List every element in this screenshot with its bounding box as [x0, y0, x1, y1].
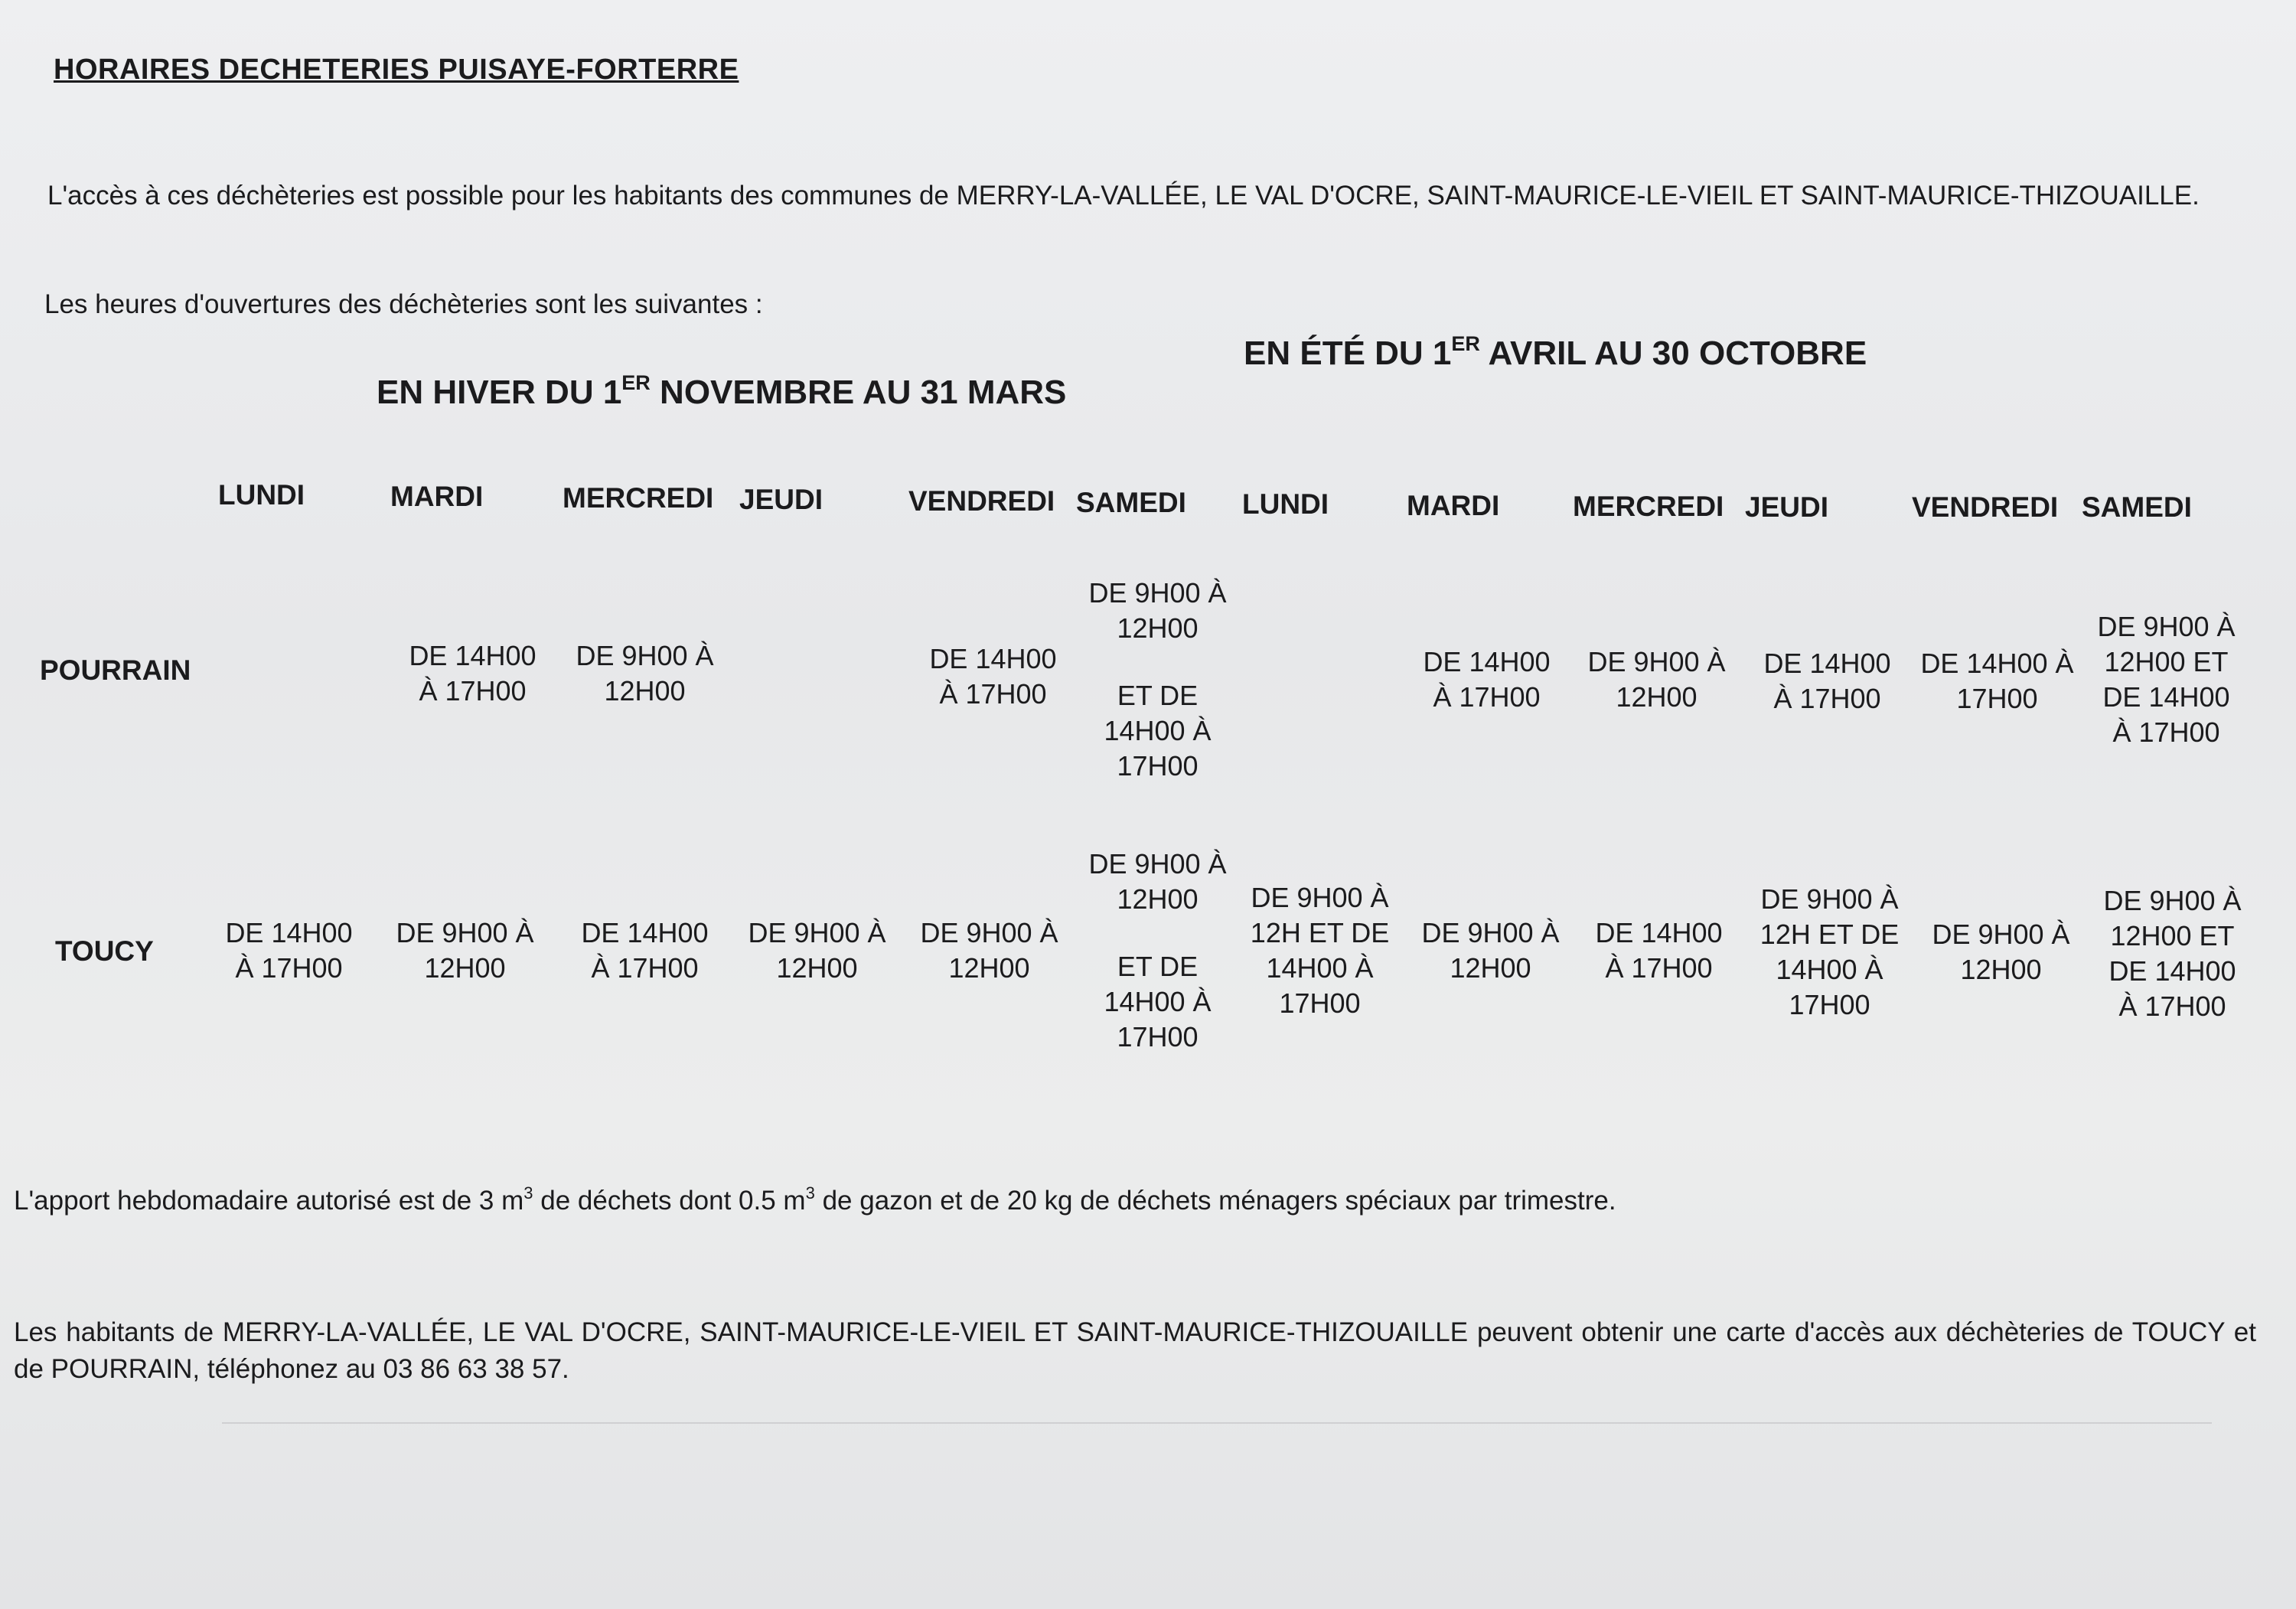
cell-line: 17H00	[1279, 987, 1361, 1019]
hours-intro: Les heures d'ouvertures des déchèteries sont les suivantes :	[44, 289, 763, 319]
cell-line: DE 9H00 À	[1251, 882, 1389, 913]
pourrain-summer-mercredi	[1570, 645, 1743, 715]
cell-line: 12H00	[776, 952, 858, 984]
allowance-paragraph	[14, 1183, 2233, 1219]
cell-line: DE 9H00 À	[2097, 611, 2236, 642]
cell-line: DE 14H00	[581, 917, 709, 948]
divider-line	[222, 1422, 2212, 1424]
cell-line: DE 9H00 À	[1932, 919, 2070, 950]
winter-day-mardi: MARDI	[390, 481, 484, 512]
cell-line: 14H00 À	[1104, 715, 1212, 746]
cell-line: À 17H00	[1773, 683, 1881, 714]
season-winter-text-end: NOVEMBRE AU 31 MARS	[650, 374, 1067, 411]
location-toucy: TOUCY	[55, 935, 154, 967]
cell-line: 14H00 À	[1104, 986, 1212, 1017]
allowance-text-3: de gazon et de 20 kg de déchets ménagers spéciaux par trimestre.	[814, 1186, 1616, 1216]
allowance-text-2: de déchets dont 0.5 m	[533, 1186, 806, 1216]
pourrain-winter-samedi	[1071, 576, 1244, 784]
location-pourrain: POURRAIN	[40, 654, 191, 686]
cell-line: ET DE	[1117, 951, 1199, 982]
toucy-summer-mercredi	[1573, 915, 1745, 986]
cell-line: DE 9H00 À	[1587, 646, 1726, 677]
toucy-winter-vendredi	[903, 915, 1075, 986]
winter-day-samedi: SAMEDI	[1076, 487, 1186, 518]
cell-line: DE 9H00 À	[2103, 885, 2242, 916]
cell-line: 17H00	[1117, 750, 1199, 782]
cell-line: 12H00	[1616, 681, 1698, 713]
cell-line: 12H00	[948, 952, 1030, 984]
cell-line: DE 14H00	[929, 643, 1057, 674]
cell-line: DE 14H00	[1595, 917, 1723, 948]
summer-day-lundi: LUNDI	[1242, 488, 1329, 520]
cell-line: 14H00 À	[1266, 952, 1374, 984]
cell-line: DE 14H00	[225, 917, 353, 948]
pourrain-winter-mercredi	[559, 638, 731, 709]
cell-line: 14H00 À	[1776, 954, 1883, 985]
cell-line: DE 9H00 À	[1421, 917, 1560, 948]
cell-line: À 17H00	[2118, 991, 2226, 1022]
season-winter-sup: ER	[621, 371, 651, 394]
season-summer-heading	[1244, 332, 1867, 373]
cell-line: À 17H00	[1605, 952, 1713, 984]
cell-line: DE 9H00 À	[1088, 848, 1227, 880]
winter-day-mercredi: MERCREDI	[563, 482, 714, 514]
season-summer-text: EN ÉTÉ DU 1	[1244, 335, 1452, 372]
intro-paragraph: L'accès à ces déchèteries est possible pour les habitants des communes de MERRY-LA-VALLÉE, LE VAL D'OCRE, SAINT-MAURICE-LE-VIEIL ET SAINT-MAURICE-THIZOUAILLE.	[47, 181, 2200, 211]
cell-spacer	[1071, 917, 1244, 949]
cell-line: À 17H00	[2112, 716, 2220, 748]
cell-line: DE 9H00 À	[576, 640, 714, 671]
cell-line: DE 14H00	[2102, 681, 2230, 713]
pourrain-summer-vendredi	[1911, 646, 2083, 716]
cell-line: 17H00	[1956, 683, 2038, 714]
toucy-summer-lundi	[1234, 880, 1406, 1021]
allowance-sup-1: 3	[523, 1183, 533, 1203]
cell-line: DE 9H00 À	[1760, 883, 1899, 915]
pourrain-summer-jeudi	[1741, 646, 1913, 716]
cell-line: 12H00 ET	[2110, 920, 2235, 951]
cell-line: À 17H00	[939, 678, 1047, 710]
cell-line: 12H ET DE	[1250, 917, 1390, 948]
cell-line: 12H ET DE	[1760, 919, 1900, 950]
cell-line: DE 14H00	[1423, 646, 1551, 677]
access-card-paragraph: Les habitants de MERRY-LA-VALLÉE, LE VAL D'OCRE, SAINT-MAURICE-LE-VIEIL ET SAINT-MAURICE-THIZOUAILLE peuvent obtenir une carte d'accès aux déchèteries de TOUCY et de POURRAIN, téléphonez au 03 86 63 38 57.	[14, 1317, 2256, 1384]
cell-line: 12H00	[604, 675, 686, 707]
cell-line: 12H00	[1450, 952, 1531, 984]
cell-line: 17H00	[1117, 1021, 1199, 1053]
winter-day-lundi: LUNDI	[218, 479, 305, 511]
toucy-summer-samedi	[2086, 883, 2258, 1024]
allowance-sup-2: 3	[805, 1183, 815, 1203]
season-summer-text-end: AVRIL AU 30 OCTOBRE	[1479, 335, 1867, 372]
pourrain-winter-mardi	[386, 638, 559, 709]
cell-line: 12H00	[1960, 954, 2042, 985]
cell-line: DE 14H00	[1763, 648, 1891, 679]
cell-line: DE 14H00	[409, 640, 536, 671]
pourrain-winter-vendredi	[907, 641, 1079, 712]
summer-day-samedi: SAMEDI	[2082, 491, 2192, 523]
pourrain-summer-samedi	[2080, 609, 2252, 750]
summer-day-mercredi: MERCREDI	[1573, 491, 1724, 522]
summer-day-mardi: MARDI	[1407, 490, 1500, 521]
toucy-winter-mercredi	[559, 915, 731, 986]
cell-line: 12H00	[1117, 883, 1199, 915]
cell-line: DE 9H00 À	[396, 917, 534, 948]
toucy-summer-jeudi	[1743, 882, 1916, 1023]
toucy-winter-jeudi	[731, 915, 903, 986]
cell-line: DE 9H00 À	[1088, 577, 1227, 609]
winter-day-jeudi: JEUDI	[739, 484, 823, 515]
cell-line: DE 9H00 À	[748, 917, 886, 948]
cell-line: 12H00	[424, 952, 506, 984]
cell-line: À 17H00	[1433, 681, 1541, 713]
summer-day-jeudi: JEUDI	[1745, 491, 1828, 523]
season-summer-sup: ER	[1451, 332, 1480, 355]
season-winter-text: EN HIVER DU 1	[377, 374, 622, 411]
pourrain-summer-mardi	[1401, 645, 1573, 715]
allowance-text-1: L'apport hebdomadaire autorisé est de 3 m	[14, 1186, 524, 1216]
toucy-winter-samedi	[1071, 847, 1244, 1055]
cell-line: DE 9H00 À	[920, 917, 1058, 948]
summer-day-vendredi: VENDREDI	[1912, 491, 2059, 523]
cell-line: À 17H00	[235, 952, 343, 984]
document-title: HORAIRES DECHETERIES PUISAYE-FORTERRE	[54, 54, 739, 86]
cell-line: DE 14H00 À	[1920, 648, 2074, 679]
toucy-summer-vendredi	[1915, 917, 2087, 987]
winter-day-vendredi: VENDREDI	[908, 485, 1055, 517]
cell-line: 17H00	[1789, 989, 1870, 1020]
cell-line: 12H00	[1117, 612, 1199, 644]
toucy-summer-mardi	[1404, 915, 1577, 986]
toucy-winter-lundi	[203, 915, 375, 986]
cell-line: À 17H00	[419, 675, 527, 707]
toucy-winter-mardi	[379, 915, 551, 986]
season-winter-heading	[377, 371, 1067, 412]
cell-spacer	[1071, 646, 1244, 678]
cell-line: À 17H00	[591, 952, 699, 984]
cell-line: ET DE	[1117, 680, 1199, 711]
cell-line: 12H00 ET	[2104, 646, 2229, 677]
cell-line: DE 14H00	[2108, 955, 2236, 987]
